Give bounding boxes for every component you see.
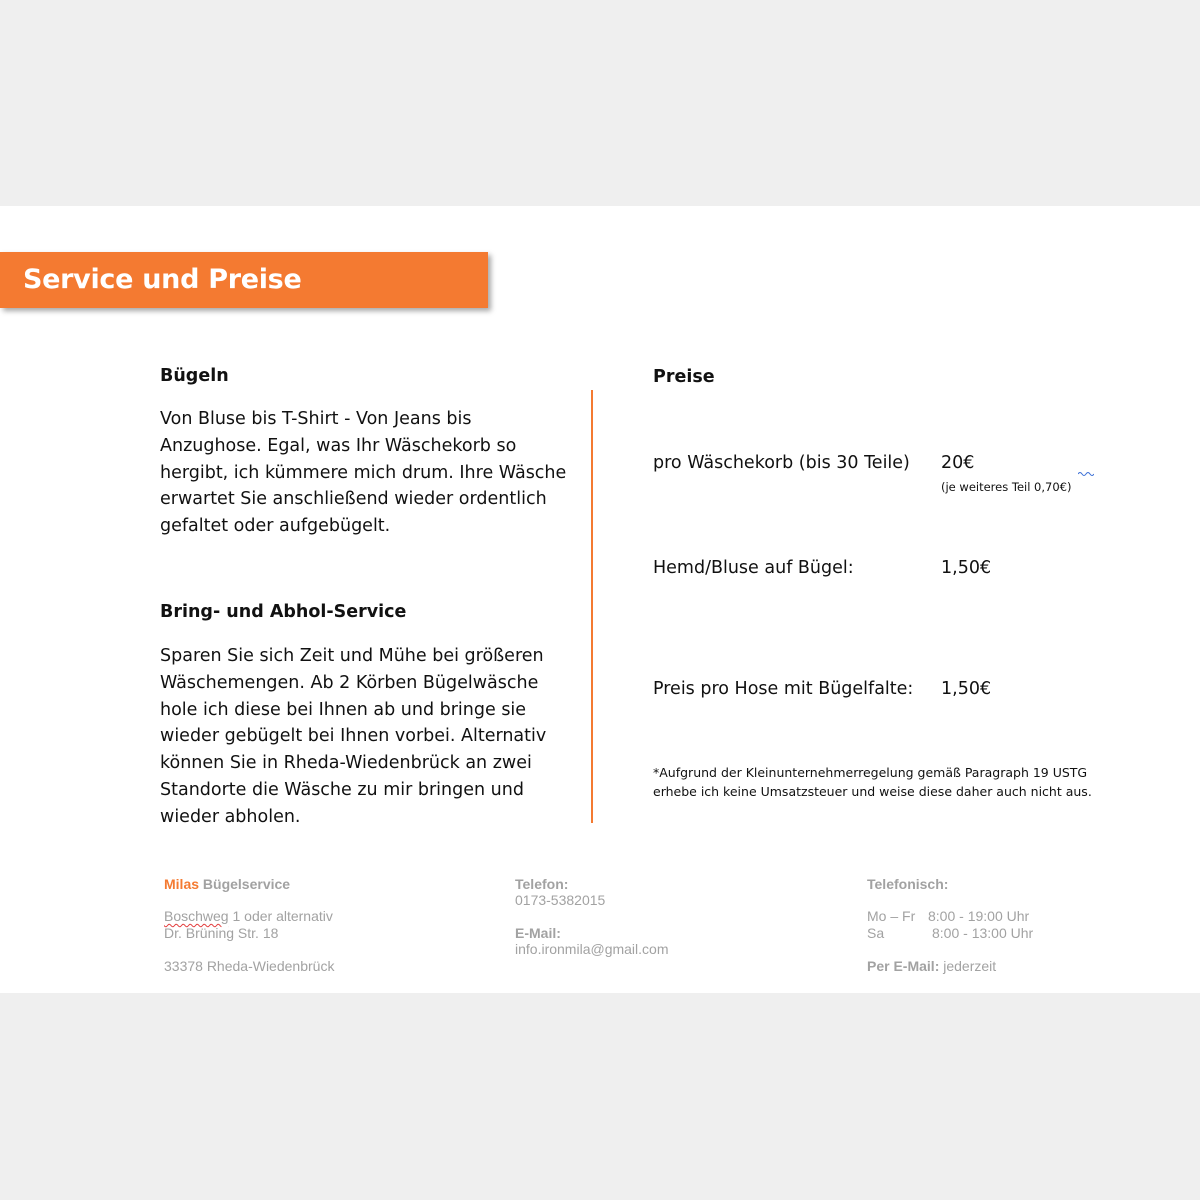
footnote-line-1: *Aufgrund der Kleinunternehmerregelung gemäß Paragraph 19 USTG [653,765,1088,780]
footer-address-line-1 [164,908,333,925]
price-value-shirt: 1,50€ [941,558,992,578]
section-heading-buegeln: Bügeln [160,366,229,386]
tax-footnote [653,763,1092,801]
section-text-buegeln: Von Bluse bis T-Shirt - Von Jeans bis Anzughose. Egal, was Ihr Wäschekorb so hergibt, ich kümmere mich drum. Ihre Wäsche erwartet Sie anschließend wieder ordentlich gefaltet oder aufgebügelt. [160,409,567,537]
address-street: Boschweg [164,908,229,924]
price-value-basket: 20€ [941,453,975,473]
brand-rest: Bügelservice [199,876,291,892]
price-label-shirt: Hemd/Bluse auf Bügel: [653,558,854,578]
price-label-trousers: Preis pro Hose mit Bügelfalte: [653,679,914,699]
footnote-line-2: erhebe ich keine Umsatzsteuer und weise diese daher auch nicht aus. [653,784,1092,799]
price-note-basket: (je weiteres Teil 0,70€) [941,480,1072,494]
title-banner [0,252,488,308]
footer-email-contact [867,958,996,975]
footer-hours-label: Telefonisch: [867,876,949,892]
footer-phone-label: Telefon: [515,876,569,892]
footer-email-label: E-Mail: [515,925,561,941]
email-contact-label: Per E-Mail: [867,958,940,974]
footer-brand [164,876,290,893]
price-label-basket: pro Wäschekorb (bis 30 Teile) [653,453,910,473]
email-contact-value: jederzeit [939,958,997,974]
spellcheck-squiggle [1078,471,1094,476]
section-heading-service: Bring- und Abhol-Service [160,602,407,622]
footer-hours-sat-time: 8:00 - 13:00 Uhr [932,925,1034,941]
page-title: Service und Preise [23,264,302,295]
footer-address-line-3: 33378 Rheda-Wiedenbrück [164,958,335,974]
footer-hours-weekday-days: Mo – Fr [867,908,916,924]
price-value-trousers: 1,50€ [941,679,992,699]
address-line1-rest: 1 oder alternativ [228,908,333,924]
footer-address-line-2: Dr. Brüning Str. 18 [164,925,279,941]
footer-hours-weekday-time: 8:00 - 19:00 Uhr [928,908,1030,924]
section-text-service: Sparen Sie sich Zeit und Mühe bei größeren Wäschemengen. Ab 2 Körben Bügelwäsche hole ich diese bei Ihnen ab und bringe sie wieder gebügelt bei Ihnen vorbei. Alternativ können Sie in Rheda-Wiedenbrück an zwei Standorte die Wäsche zu mir bringen und wieder abholen. [160,646,547,827]
footer-email[interactable]: info.ironmila@gmail.com [515,941,669,957]
prices-heading: Preise [653,367,715,387]
document-page [0,206,1200,993]
column-divider [591,390,593,823]
footer-hours-sat-days: Sa [867,925,885,941]
footer-phone[interactable]: 0173-5382015 [515,892,606,908]
brand-accent: Milas [164,876,200,892]
